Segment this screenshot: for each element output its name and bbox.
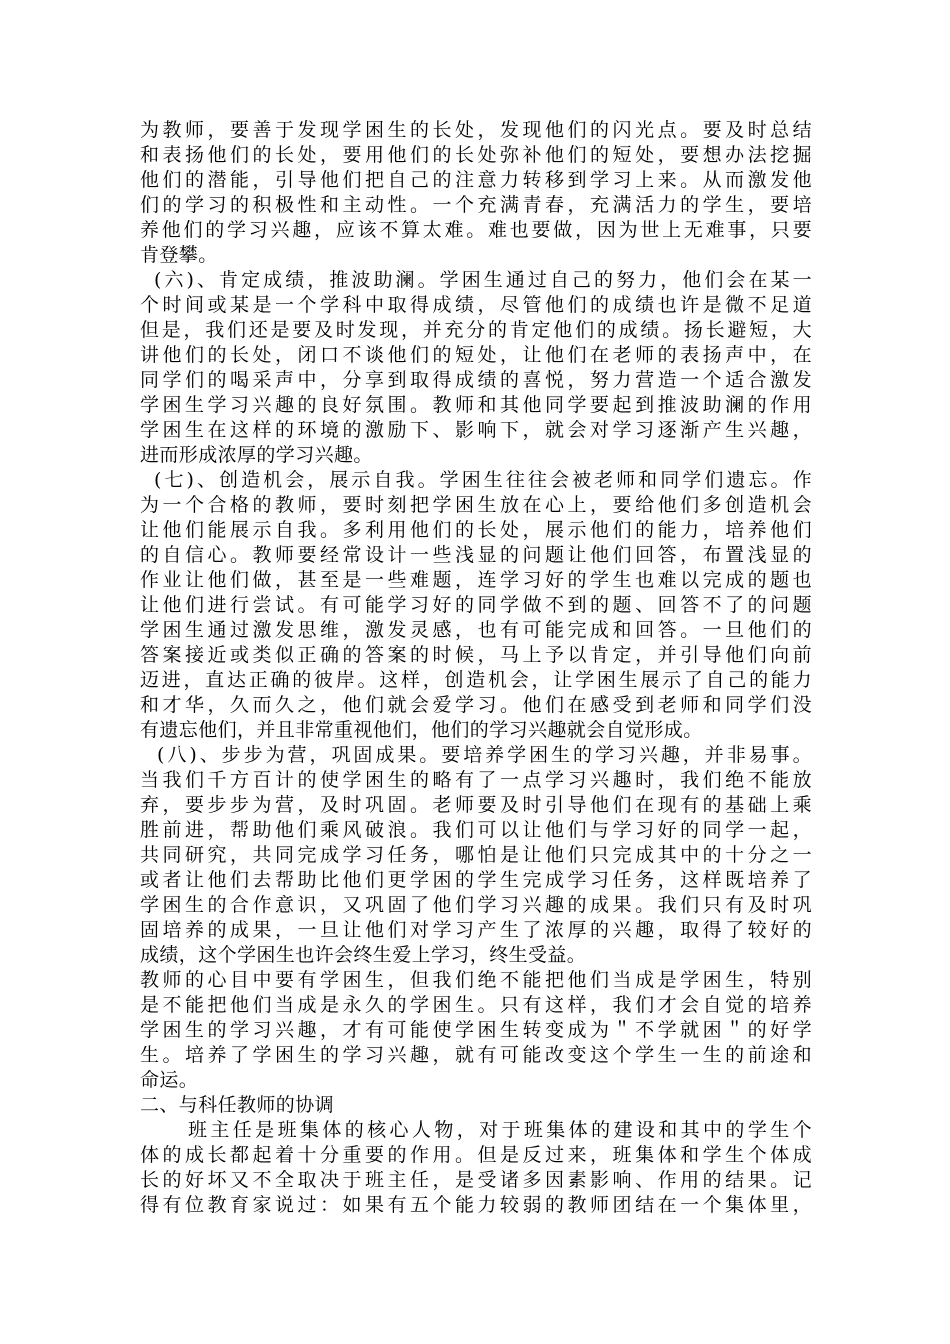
text-line: 体的成长都起着十分重要的作用。但是反过来，班集体和学生个体成	[140, 1144, 812, 1166]
text-line: 成绩，这个学困生也许会终生爱上学习，终生受益。	[140, 944, 587, 966]
text-line: 固培养的成果，一旦让他们对学习产生了浓厚的兴趣，取得了较好的	[140, 919, 812, 941]
text-line: 个时间或某是一个学科中取得成绩，尽管他们的成绩也许是微不足道	[140, 294, 812, 316]
text-line: 为一个合格的教师，要时刻把学困生放在心上，要给他们多创造机会	[140, 494, 812, 516]
text-line: (六)、肯定成绩，推波助澜。学困生通过自己的努力，他们会在某一	[154, 269, 812, 291]
text-line: 和表扬他们的长处，要用他们的长处弥补他们的短处，要想办法挖掘	[140, 144, 812, 166]
text-line: 作业让他们做，甚至是一些难题，连学习好的学生也难以完成的题也	[140, 569, 812, 591]
text-line: 学困生在这样的环境的激励下、影响下，就会对学习逐渐产生兴趣，	[140, 419, 812, 441]
text-line: (八)、步步为营，巩固成果。要培养学困生的学习兴趣，并非易事。	[157, 744, 812, 766]
document-body	[140, 118, 812, 1218]
text-line: 但是，我们还是要及时发现，并充分的肯定他们的成绩。扬长避短，大	[140, 319, 812, 341]
text-line: 们的学习的积极性和主动性。一个充满青春，充满活力的学生，要培	[140, 194, 812, 216]
text-line: (七)、创造机会，展示自我。学困生往往会被老师和同学们遗忘。作	[154, 469, 812, 491]
text-line: 养他们的学习兴趣，应该不算太难。难也要做，因为世上无难事，只要	[140, 219, 812, 241]
text-line: 二、与科任教师的协调	[140, 1094, 335, 1116]
text-line: 有遗忘他们，并且非常重视他们，他们的学习兴趣就会自觉形成。	[140, 719, 703, 741]
text-line: 为教师，要善于发现学困生的长处，发现他们的闪光点。要及时总结	[140, 119, 812, 141]
text-line: 或者让他们去帮助比他们更学困的学生完成学习任务，这样既培养了	[140, 869, 812, 891]
text-line: 班主任是班集体的核心人物，对于班集体的建设和其中的学生个	[188, 1119, 812, 1141]
text-line: 讲他们的长处，闭口不谈他们的短处，让他们在老师的表扬声中，在	[140, 344, 812, 366]
text-line: 共同研究，共同完成学习任务，哪怕是让他们只完成其中的十分之一	[140, 844, 812, 866]
text-line: 让他们进行尝试。有可能学习好的同学做不到的题、回答不了的问题	[140, 594, 812, 616]
text-line: 迈进，直达正确的彼岸。这样，创造机会，让学困生展示了自己的能力	[140, 669, 812, 691]
text-line: 学困生学习兴趣的良好氛围。教师和其他同学要起到推波助澜的作用	[140, 394, 812, 416]
text-line: 当我们千方百计的使学困生的略有了一点学习兴趣时，我们绝不能放	[140, 769, 812, 791]
text-line: 教师的心目中要有学困生，但我们绝不能把他们当成是学困生，特别	[140, 969, 812, 991]
text-line: 命运。	[140, 1069, 199, 1091]
text-line: 学困生通过激发思维，激发灵感，也有可能完成和回答。一旦他们的	[140, 619, 812, 641]
text-line: 得有位教育家说过：如果有五个能力较弱的教师团结在一个集体里，	[140, 1194, 812, 1216]
text-line: 肯登攀。	[140, 244, 218, 266]
text-line: 和才华，久而久之，他们就会爱学习。他们在感受到老师和同学们没	[140, 694, 812, 716]
text-line: 弃，要步步为营，及时巩固。老师要及时引导他们在现有的基础上乘	[140, 794, 812, 816]
text-line: 让他们能展示自我。多利用他们的长处，展示他们的能力，培养他们	[140, 519, 812, 541]
text-line: 进而形成浓厚的学习兴趣。	[140, 444, 373, 466]
text-line: 学困生的学习兴趣，才有可能使学困生转变成为＂不学就困＂的好学	[140, 1019, 812, 1041]
text-line: 答案接近或类似正确的答案的时候，马上予以肯定，并引导他们向前	[140, 644, 812, 666]
text-line: 他们的潜能，引导他们把自己的注意力转移到学习上来。从而激发他	[140, 169, 812, 191]
text-line: 同学们的喝采声中，分享到取得成绩的喜悦，努力营造一个适合激发	[140, 369, 812, 391]
text-line: 是不能把他们当成是永久的学困生。只有这样，我们才会自觉的培养	[140, 994, 812, 1016]
text-line: 的自信心。教师要经常设计一些浅显的问题让他们回答，布置浅显的	[140, 544, 812, 566]
text-line: 学困生的合作意识，又巩固了他们学习兴趣的成果。我们只有及时巩	[140, 894, 812, 916]
text-line: 胜前进，帮助他们乘风破浪。我们可以让他们与学习好的同学一起，	[140, 819, 812, 841]
text-line: 长的好坏又不全取决于班主任，是受诸多因素影响、作用的结果。记	[140, 1169, 812, 1191]
text-line: 生。培养了学困生的学习兴趣，就有可能改变这个学生一生的前途和	[140, 1044, 812, 1066]
